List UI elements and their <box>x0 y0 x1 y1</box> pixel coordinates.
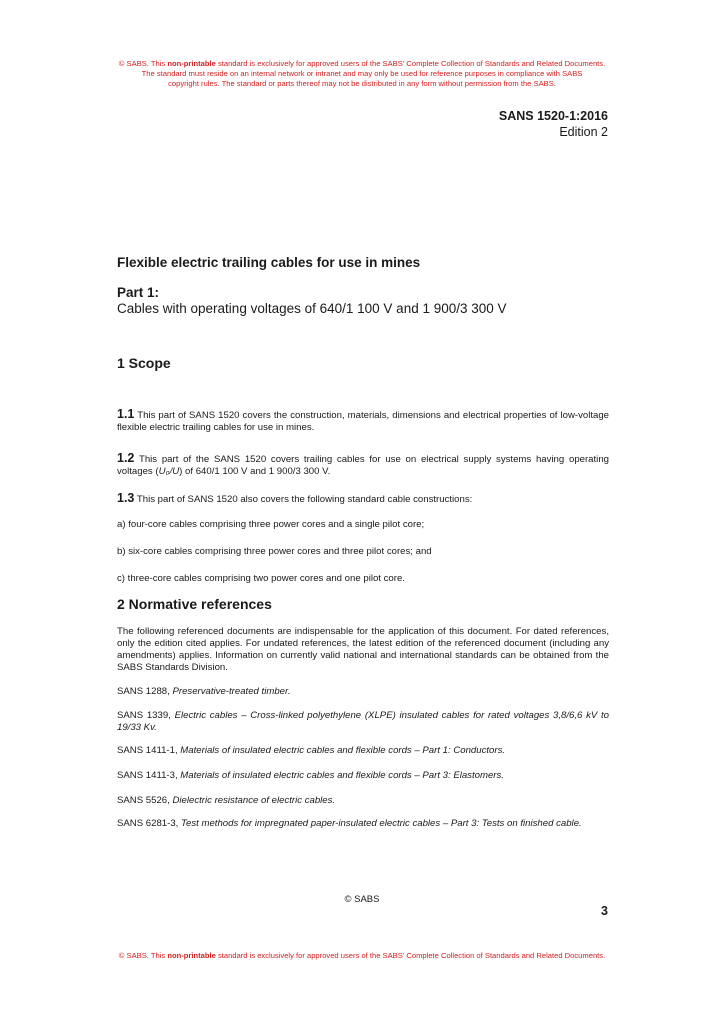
reference-item <box>117 818 609 830</box>
notice-text: standard is exclusively for approved users of the SABS' Complete Collection of Standards and Related Documents. <box>215 59 606 68</box>
clause-number: 1.3 <box>117 491 135 505</box>
reference-title: Materials of insulated electric cables and flexible cords – Part 3: Elastomers. <box>180 770 504 781</box>
clause-number: 1.2 <box>117 451 135 465</box>
reference-code: SANS 1339, <box>117 710 171 721</box>
notice-bold-text: non-printable <box>167 951 216 960</box>
page-number: 3 <box>601 904 608 918</box>
normative-references-heading: 2 Normative references <box>117 596 272 612</box>
clause-1-2 <box>117 452 609 478</box>
reference-item <box>117 745 609 757</box>
document-identifier <box>499 108 608 140</box>
footer-copyright: © SABS <box>344 894 380 905</box>
clause-text: This part of SANS 1520 covers the construction, materials, dimensions and electrical properties of low-voltage flexible electric trailing cables for use in mines. <box>117 410 609 433</box>
reference-code: SANS 1411-3, <box>117 770 178 781</box>
clause-1-3 <box>117 492 609 506</box>
list-item: a) four-core cables comprising three power cores and a single pilot core; <box>117 519 425 530</box>
reference-code: SANS 6281-3, <box>117 818 179 829</box>
reference-code: SANS 1288, <box>117 686 170 697</box>
reference-title: Test methods for impregnated paper-insulated electric cables – Part 3: Tests on finished cable. <box>181 818 582 829</box>
clause-text: This part of SANS 1520 also covers the following standard cable constructions: <box>136 494 473 505</box>
reference-title: Dielectric resistance of electric cables. <box>172 795 336 806</box>
reference-title: Materials of insulated electric cables and flexible cords – Part 1: Conductors. <box>180 745 506 756</box>
reference-title: Preservative-treated timber. <box>172 686 291 697</box>
clause-text: ) of 640/1 100 V and 1 900/3 300 V. <box>179 466 331 477</box>
list-item: b) six-core cables comprising three power cores and three pilot cores; and <box>117 546 432 557</box>
copyright-notice-bottom <box>0 951 724 961</box>
notice-text: copyright rules. The standard or parts thereof may not be distributed in any form without permission from the SABS. <box>168 79 556 88</box>
notice-text: © SABS. This <box>118 951 168 960</box>
clause-text: This part of the SANS 1520 covers trailing cables for use on electrical supply systems having operating voltages ( <box>117 454 609 477</box>
part-number: Part 1: <box>117 285 160 300</box>
part-title: Cables with operating voltages of 640/1 100 V and 1 900/3 300 V <box>117 301 507 316</box>
document-title: Flexible electric trailing cables for use in mines <box>117 255 421 270</box>
notice-text: standard is exclusively for approved users of the SABS' Complete Collection of Standards and Related Documents. <box>215 951 606 960</box>
reference-item <box>117 686 609 698</box>
copyright-notice-top <box>0 59 724 89</box>
notice-bold-text: non-printable <box>167 59 216 68</box>
voltage-formula: U₀/U <box>158 466 180 477</box>
reference-item <box>117 795 609 807</box>
standard-code: SANS 1520-1:2016 <box>498 109 608 123</box>
edition-label: Edition 2 <box>559 125 608 139</box>
reference-code: SANS 5526, <box>117 795 170 806</box>
notice-text: The standard must reside on an internal network or intranet and may only be used for reference purposes in compliance with SABS <box>141 69 583 78</box>
list-item: c) three-core cables comprising two power cores and one pilot core. <box>117 573 405 584</box>
clause-number: 1.1 <box>117 407 135 421</box>
scope-heading: 1 Scope <box>117 355 171 371</box>
reference-title: Electric cables – Cross-linked polyethylene (XLPE) insulated cables for rated voltages 3,8/6,6 kV to 19/33 Kv. <box>117 710 609 733</box>
reference-code: SANS 1411-1, <box>117 745 178 756</box>
reference-item <box>117 710 609 734</box>
notice-text: © SABS. This <box>118 59 168 68</box>
reference-item <box>117 770 609 782</box>
normative-intro: The following referenced documents are indispensable for the application of this document. For dated references, only the edition cited applies. For undated references, the latest edition of the referenced document (including any amendments) applies. Information on currently valid national and international standards can be obtained from the SABS Standards Division. <box>117 626 609 673</box>
clause-1-1 <box>117 408 609 434</box>
